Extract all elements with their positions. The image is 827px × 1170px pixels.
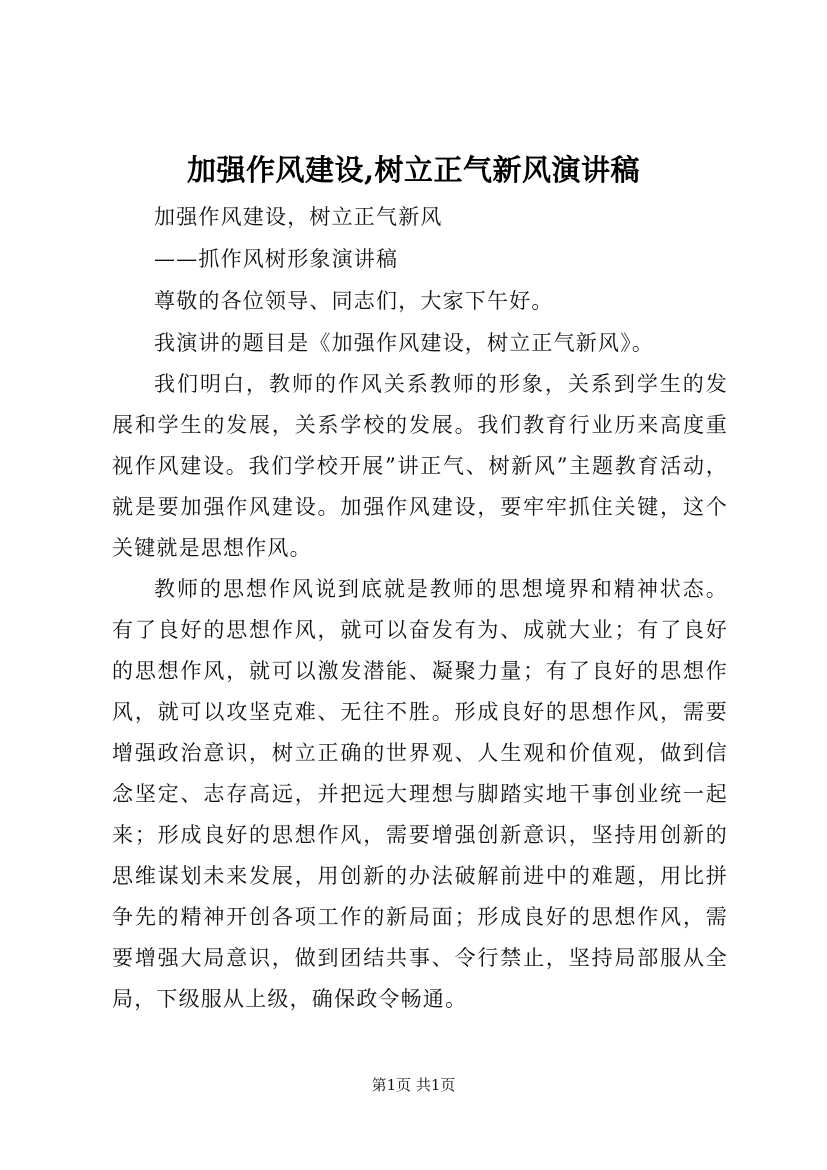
- document-title: 加强作风建设,树立正气新风演讲稿: [186, 153, 641, 187]
- topic-paragraph: 我演讲的题目是《加强作风建设，树立正气新风》。: [154, 331, 655, 355]
- page-footer: 第1页 共1页: [371, 1076, 456, 1094]
- subtitle-line-2: ——抓作风树形象演讲稿: [154, 247, 399, 271]
- document-body: [112, 196, 728, 1020]
- greeting-paragraph: 尊敬的各位领导、同志们，大家下午好。: [154, 289, 554, 313]
- body-paragraph: 教师的思想作风说到底就是教师的思想境界和精神状态。有了良好的思想作风，就可以奋发有为、成就大业；有了良好的思想作风，就可以激发潜能、凝聚力量；有了良好的思想作风，就可以攻坚克难、无往不胜。形成良好的思想作风，需要增强政治意识，树立正确的世界观、人生观和价值观，做到信念坚定、志存高远，并把远大理想与脚踏实地干事创业统一起来；形成良好的思想作风，需要增强创新意识，坚持用创新的思维谋划未来发展，用创新的办法破解前进中的难题，用比拼争先的精神开创各项工作的新局面；形成良好的思想作风，需要增强大局意识，做到团结共事、令行禁止，坚持局部服从全局，下级服从上级，确保政令畅通。: [112, 577, 728, 1011]
- body-paragraph: 我们明白，教师的作风关系教师的形象，关系到学生的发展和学生的发展，关系学校的发展。我们教育行业历来高度重视作风建设。我们学校开展”讲正气、树新风”主题教育活动，就是要加强作风建设。加强作风建设，要牢牢抓住关键，这个关键就是思想作风。: [112, 372, 728, 560]
- subtitle-line: 加强作风建设，树立正气新风: [154, 205, 443, 229]
